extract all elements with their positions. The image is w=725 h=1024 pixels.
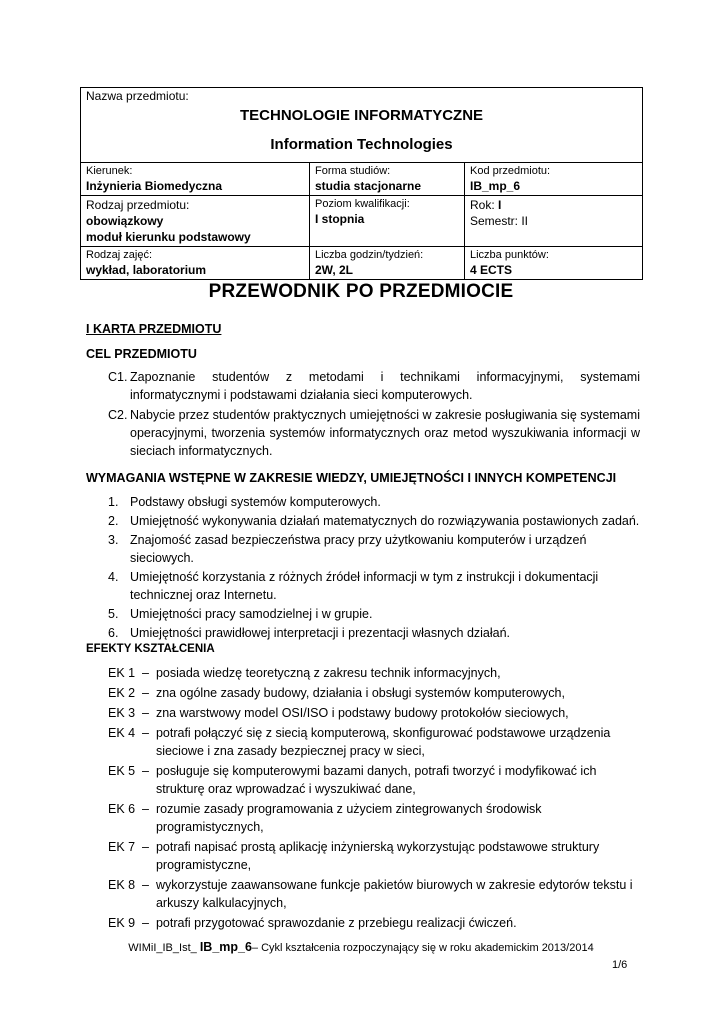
requirement-item: [108, 512, 640, 530]
requirement-number: 3.: [108, 533, 119, 547]
effect-item: [108, 704, 648, 722]
forma-cell: [310, 163, 465, 196]
effect-code: EK 5 –: [108, 764, 156, 778]
requirement-text: Znajomość zasad bezpieczeństwa pracy przy użytkowaniu komputerów i urządzeń sieciowych.: [130, 533, 587, 565]
effect-code: EK 6 –: [108, 802, 156, 816]
requirement-text: Podstawy obsługi systemów komputerowych.: [130, 495, 381, 509]
footer-suffix: – Cykl kształcenia rozpoczynający się w roku akademickim 2013/2014: [251, 942, 594, 954]
effect-text: potrafi napisać prostą aplikację inżynierską wykorzystując podstawowe struktury programistyczne,: [155, 840, 600, 872]
effects-list: [108, 664, 648, 934]
poziom-cell: [310, 196, 465, 247]
effect-item: [108, 914, 648, 932]
subject-name-en: Information Technologies: [270, 136, 453, 153]
rok-label: Rok:: [470, 198, 499, 212]
goal-code: C1.: [108, 370, 128, 384]
zajecia-label: Rodzaj zajęć:: [86, 249, 153, 261]
footer-prefix: WIMiI_IB_Ist_: [128, 942, 200, 954]
requirement-number: 6.: [108, 626, 119, 640]
forma-label: Forma studiów:: [315, 165, 391, 177]
poziom-value: I stopnia: [315, 212, 365, 226]
effect-item: [108, 684, 648, 702]
subject-cell: [81, 88, 643, 163]
forma-value: studia stacjonarne: [315, 179, 422, 193]
goal-item: [108, 406, 640, 460]
kod-cell: [465, 163, 643, 196]
effect-item: [108, 800, 648, 836]
effect-text: zna ogólne zasady budowy, działania i obsługi systemów komputerowych,: [155, 686, 565, 700]
section-cel-heading: CEL PRZEDMIOTU: [86, 347, 197, 361]
goals-list: [108, 368, 640, 462]
section-wymagania-heading: WYMAGANIA WSTĘPNE W ZAKRESIE WIEDZY, UMIEJĘTNOŚCI I INNYCH KOMPETENCJI: [86, 471, 617, 485]
requirement-number: 1.: [108, 495, 119, 509]
rok-line: [470, 197, 637, 213]
effect-text: posiada wiedzę teoretyczną z zakresu technik informacyjnych,: [155, 666, 501, 680]
kierunek-value: Inżynieria Biomedyczna: [86, 179, 223, 193]
effect-code: EK 3 –: [108, 706, 156, 720]
godziny-label: Liczba godzin/tydzień:: [315, 249, 424, 261]
kod-value: IB_mp_6: [470, 179, 521, 193]
effect-text: wykorzystuje zaawansowane funkcje pakietów biurowych w zakresie edytorów tekstu i arkuszy kalkulacyjnych,: [155, 878, 633, 910]
goal-text: Zapoznanie studentów z metodami i technikami informacyjnymi, systemami informatycznymi i podstawami działania sieci komputerowych.: [130, 370, 640, 402]
requirement-text: Umiejętności prawidłowej interpretacji i prezentacji własnych działań.: [130, 626, 511, 640]
effect-text: rozumie zasady programowania z użyciem zintegrowanych środowisk programistycznych,: [155, 802, 542, 834]
effect-item: [108, 838, 648, 874]
rodzaj-label: Rodzaj przedmiotu:: [86, 198, 190, 212]
requirement-item: [108, 568, 640, 604]
page-number: 1/6: [612, 959, 628, 971]
rodzaj-value-1: obowiązkowy: [86, 214, 164, 228]
section-efekty-heading: EFEKTY KSZTAŁCENIA: [86, 643, 215, 655]
section-karta-heading: I KARTA PRZEDMIOTU: [86, 322, 222, 336]
page-footer: [80, 938, 642, 957]
requirement-item: [108, 531, 640, 567]
effect-text: potrafi połączyć się z siecią komputerową, skonfigurować podstawowe urządzenia sieciowe i zna zasady bezpiecznej pracy w sieci,: [155, 726, 611, 758]
godziny-cell: [310, 247, 465, 280]
effect-item: [108, 762, 648, 798]
document-title: PRZEWODNIK PO PRZEDMIOCIE: [208, 281, 514, 302]
requirement-item: [108, 493, 640, 511]
goal-text: Nabycie przez studentów praktycznych umiejętności w zakresie posługiwania się systemami operacyjnymi, tworzenia systemów informatycznych oraz metod wyszukiwania informacji w sieciach informatycznych.: [130, 408, 640, 458]
footer-code: IB_mp_6: [199, 940, 252, 954]
punkty-cell: [465, 247, 643, 280]
effect-text: posługuje się komputerowymi bazami danych, potrafi tworzyć i modyfikować ich strukturę oraz wprowadzać i wyszukiwać dane,: [155, 764, 597, 796]
requirement-number: 5.: [108, 607, 119, 621]
effect-item: [108, 724, 648, 760]
requirement-text: Umiejętności pracy samodzielnej i w grupie.: [130, 607, 373, 621]
subject-name-pl: TECHNOLOGIE INFORMATYCZNE: [239, 107, 484, 124]
effect-code: EK 9 –: [108, 916, 156, 930]
goal-code: C2.: [108, 408, 128, 422]
semestr: Semestr: II: [470, 214, 529, 228]
requirement-text: Umiejętność korzystania z różnych źródeł informacji w tym z instrukcji i dokumentacji technicznej oraz Internetu.: [130, 570, 599, 602]
punkty-label: Liczba punktów:: [470, 249, 549, 261]
effect-code: EK 2 –: [108, 686, 156, 700]
effect-text: zna warstwowy model OSI/ISO i podstawy budowy protokołów sieciowych,: [155, 706, 569, 720]
requirement-text: Umiejętność wykonywania działań matematycznych do rozwiązywania postawionych zadań.: [130, 514, 640, 528]
zajecia-cell: [81, 247, 310, 280]
effect-item: [108, 876, 648, 912]
poziom-label: Poziom kwalifikacji:: [315, 198, 410, 210]
goal-item: [108, 368, 640, 404]
rok-cell: [465, 196, 643, 247]
effect-code: EK 4 –: [108, 726, 156, 740]
course-info-table: [80, 87, 643, 280]
rodzaj-cell: [81, 196, 310, 247]
kod-label: Kod przedmiotu:: [470, 165, 551, 177]
rok-value: I: [498, 198, 502, 212]
effect-code: EK 1 –: [108, 666, 156, 680]
kierunek-label: Kierunek:: [86, 165, 133, 177]
requirement-number: 4.: [108, 570, 119, 584]
requirement-item: [108, 605, 640, 623]
requirement-number: 2.: [108, 514, 119, 528]
effect-code: EK 8 –: [108, 878, 156, 892]
effect-code: EK 7 –: [108, 840, 156, 854]
zajecia-value: wykład, laboratorium: [86, 263, 207, 277]
rodzaj-value-2: moduł kierunku podstawowy: [86, 230, 251, 244]
requirements-list: [108, 493, 640, 643]
kierunek-cell: [81, 163, 310, 196]
subject-label: Nazwa przedmiotu:: [86, 89, 189, 103]
effect-text: potrafi przygotować sprawozdanie z przebiegu realizacji ćwiczeń.: [155, 916, 517, 930]
effect-item: [108, 664, 648, 682]
punkty-value: 4 ECTS: [470, 263, 513, 277]
godziny-value: 2W, 2L: [315, 263, 354, 277]
